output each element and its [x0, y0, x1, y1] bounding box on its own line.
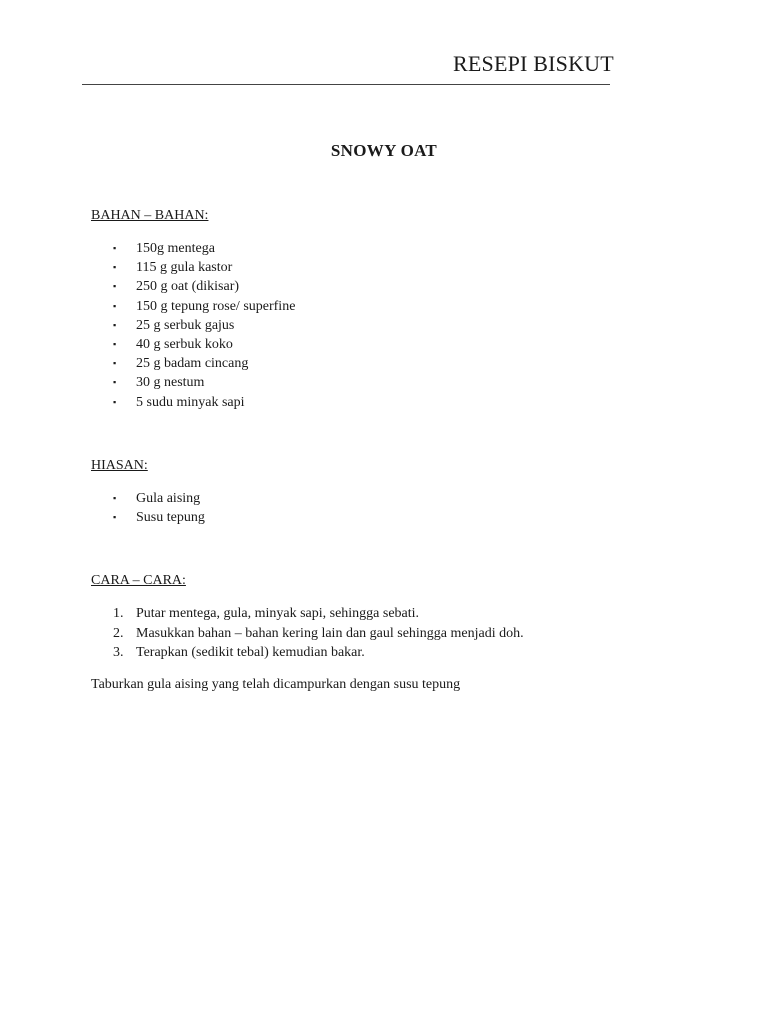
step-text: Putar mentega, gula, minyak sapi, sehingga sebati. [136, 606, 420, 621]
step-text: Terapkan (sedikit tebal) kemudian bakar. [136, 645, 365, 660]
bullet-icon: ▪ [113, 396, 117, 407]
document-header-title: RESEPI BISKUT [453, 51, 614, 76]
ingredient-text: 30 g nestum [136, 375, 205, 391]
list-item [113, 354, 295, 373]
list-item [113, 393, 295, 412]
ingredients-list [113, 239, 295, 412]
list-item [113, 277, 295, 296]
list-item [113, 239, 295, 258]
ingredient-text: 150g mentega [136, 241, 215, 256]
bullet-icon: ▪ [113, 338, 117, 349]
step-number: 1. [113, 606, 124, 621]
bullet-icon: ▪ [113, 493, 117, 503]
decoration-list [113, 489, 205, 527]
list-item [113, 335, 295, 354]
decoration-text: Susu tepung [136, 510, 205, 526]
bullet-icon: ▪ [113, 281, 117, 292]
decoration-text: Gula aising [136, 491, 201, 506]
method-steps-list [113, 604, 524, 663]
list-item [113, 508, 205, 527]
list-item [113, 489, 205, 508]
list-item [113, 643, 524, 663]
list-item [113, 373, 295, 392]
sprinkle-note: Taburkan gula aising yang telah dicampurkan dengan susu tepung [91, 677, 461, 692]
recipe-title: SNOWY OAT [330, 141, 438, 160]
bullet-icon: ▪ [113, 377, 117, 388]
bullet-icon: ▪ [113, 358, 117, 369]
step-number: 3. [113, 645, 124, 660]
ingredients-heading: BAHAN – BAHAN: [91, 208, 209, 223]
ingredient-text: 5 sudu minyak sapi [136, 394, 245, 410]
list-item [113, 624, 524, 644]
header-divider [82, 84, 610, 85]
list-item [113, 316, 295, 335]
list-item [113, 297, 295, 316]
ingredient-text: 150 g tepung rose/ superfine [136, 298, 296, 314]
bullet-icon: ▪ [113, 512, 117, 523]
bullet-icon: ▪ [113, 262, 117, 273]
ingredient-text: 25 g serbuk gajus [136, 317, 235, 333]
ingredient-text: 25 g badam cincang [136, 356, 249, 372]
step-text: Masukkan bahan – bahan kering lain dan gaul sehingga menjadi doh. [136, 625, 524, 641]
bullet-icon: ▪ [113, 243, 117, 253]
list-item [113, 258, 295, 277]
decoration-heading: HIASAN: [91, 458, 148, 473]
ingredient-text: 40 g serbuk koko [136, 336, 233, 352]
ingredient-text: 115 g gula kastor [136, 260, 233, 276]
list-item [113, 604, 524, 624]
method-heading: CARA – CARA: [91, 573, 186, 588]
step-number: 2. [113, 625, 124, 641]
bullet-icon: ▪ [113, 300, 117, 311]
bullet-icon: ▪ [113, 319, 117, 330]
ingredient-text: 250 g oat (dikisar) [136, 279, 240, 295]
